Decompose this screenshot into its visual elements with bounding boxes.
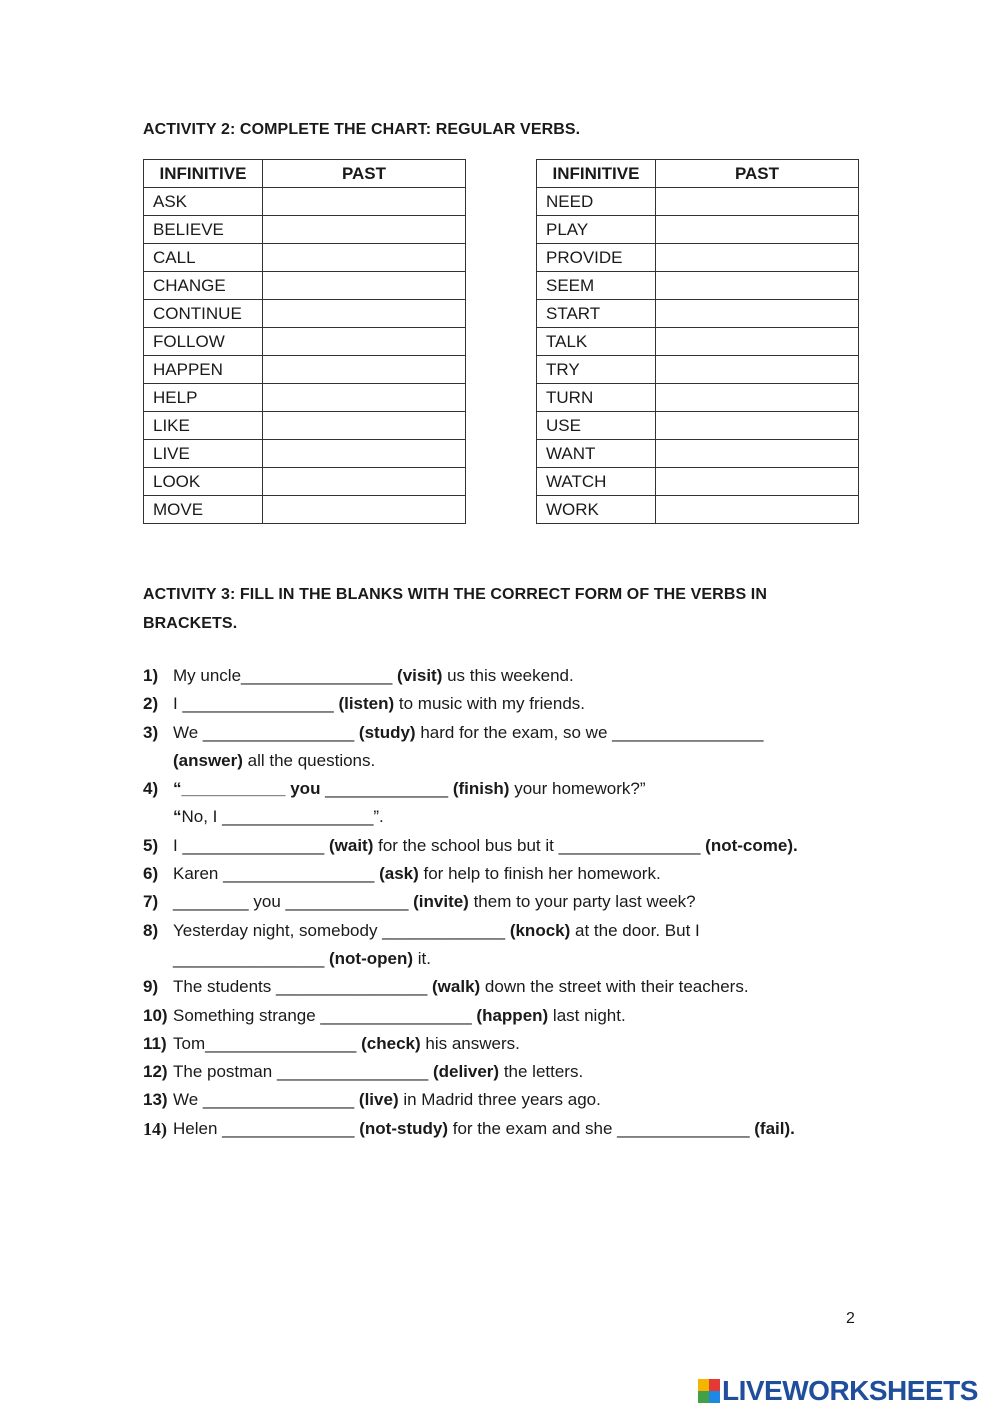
exercise-text[interactable] — [173, 1086, 863, 1114]
sentence-fragment: the letters. — [499, 1062, 584, 1082]
past-answer-cell[interactable] — [656, 496, 859, 524]
sentence-fragment: I ________________ — [173, 694, 339, 714]
verb-row — [144, 244, 466, 272]
sentence-fragment: for the school bus but it _______________ — [373, 835, 706, 855]
exercise-number: 8) — [143, 920, 159, 940]
liveworksheets-logo — [698, 1377, 978, 1405]
exercise-text[interactable] — [143, 747, 863, 775]
exercise-item — [143, 719, 863, 747]
exercise-text[interactable] — [173, 662, 863, 690]
exercise-text[interactable] — [173, 775, 863, 803]
exercise-text[interactable] — [173, 917, 863, 945]
exercise-text[interactable] — [173, 719, 863, 747]
page-number: 2 — [846, 1310, 855, 1327]
exercise-text[interactable] — [173, 1058, 863, 1086]
exercise-item — [143, 662, 863, 690]
past-answer-cell[interactable] — [656, 272, 859, 300]
verb-table-left — [143, 159, 466, 524]
exercise-number: 10) — [143, 1005, 168, 1025]
verb-hint: (happen) — [476, 1005, 549, 1025]
exercise-number: 6) — [143, 864, 159, 884]
exercise-item — [143, 1086, 863, 1114]
verb-row — [537, 244, 859, 272]
exercise-number: 2) — [143, 694, 159, 714]
infinitive-cell: WORK — [537, 496, 656, 524]
verb-hint: “ — [173, 807, 182, 827]
logo-mark-icon — [698, 1379, 720, 1403]
exercise-number: 11) — [143, 1033, 167, 1053]
infinitive-cell: BELIEVE — [144, 216, 263, 244]
exercise-item — [143, 690, 863, 718]
exercise-text[interactable] — [173, 1115, 863, 1143]
sentence-fragment: ________________ — [173, 948, 329, 968]
verb-row — [144, 300, 466, 328]
verb-hint: (deliver) — [432, 1062, 500, 1082]
sentence-fragment: We ________________ — [173, 1090, 359, 1110]
verb-row — [144, 496, 466, 524]
sentence-fragment: Yesterday night, somebody _____________ — [173, 920, 510, 940]
sentence-fragment: in Madrid three years ago. — [398, 1090, 601, 1110]
verb-hint: (not-study) — [359, 1118, 448, 1138]
exercise-number: 9) — [143, 977, 159, 997]
past-answer-cell[interactable] — [656, 412, 859, 440]
sentence-fragment: We ________________ — [173, 722, 359, 742]
past-answer-cell[interactable] — [656, 244, 859, 272]
infinitive-cell: TURN — [537, 384, 656, 412]
verb-row — [537, 272, 859, 300]
exercise-item — [143, 888, 863, 916]
sentence-fragment: Something strange ________________ — [173, 1005, 477, 1025]
exercise-text[interactable] — [173, 690, 863, 718]
verb-hint: (not-come). — [705, 835, 798, 855]
verb-hint: (invite) — [413, 892, 469, 912]
verb-hint: (live) — [358, 1090, 399, 1110]
exercise-item — [143, 1058, 863, 1086]
verb-hint: (wait) — [329, 835, 374, 855]
exercise-number: 4) — [143, 779, 159, 799]
sentence-fragment: No, I ________________”. — [181, 807, 384, 827]
sentence-fragment: his answers. — [420, 1033, 520, 1053]
infinitive-cell: TRY — [537, 356, 656, 384]
verb-row — [144, 356, 466, 384]
past-answer-cell[interactable] — [656, 384, 859, 412]
past-answer-cell[interactable] — [263, 356, 466, 384]
past-answer-cell[interactable] — [656, 440, 859, 468]
verb-row — [537, 468, 859, 496]
exercise-text[interactable] — [173, 1030, 863, 1058]
verb-row — [537, 496, 859, 524]
infinitive-cell: PLAY — [537, 216, 656, 244]
infinitive-cell: LOOK — [144, 468, 263, 496]
verb-row — [537, 384, 859, 412]
past-answer-cell[interactable] — [263, 328, 466, 356]
past-answer-cell[interactable] — [656, 468, 859, 496]
past-answer-cell[interactable] — [263, 468, 466, 496]
sentence-fragment: My uncle________________ — [173, 666, 398, 685]
verb-row — [144, 412, 466, 440]
verb-hint: (ask) — [379, 864, 419, 884]
exercise-text[interactable] — [173, 1002, 863, 1030]
verb-hint: (knock) — [509, 920, 571, 940]
infinitive-cell: START — [537, 300, 656, 328]
sentence-fragment: ________ you _____________ — [173, 892, 414, 912]
exercise-text[interactable] — [173, 860, 863, 888]
sentence-fragment: The students ________________ — [173, 977, 433, 997]
verb-row — [144, 468, 466, 496]
infinitive-cell: CONTINUE — [144, 300, 263, 328]
past-answer-cell[interactable] — [263, 188, 466, 216]
verb-row — [537, 328, 859, 356]
exercise-item — [143, 1115, 863, 1143]
sentence-fragment: Karen ________________ — [173, 864, 380, 884]
sentence-fragment: The postman ________________ — [173, 1062, 433, 1082]
sentence-fragment: all the questions. — [242, 750, 376, 770]
sentence-fragment: at the door. But I — [570, 920, 700, 940]
exercise-number: 5) — [143, 835, 159, 855]
past-answer-cell[interactable] — [656, 356, 859, 384]
past-answer-cell[interactable] — [263, 244, 466, 272]
exercise-item-continuation — [143, 803, 863, 831]
infinitive-cell: NEED — [537, 188, 656, 216]
infinitive-cell: HELP — [144, 384, 263, 412]
infinitive-cell: USE — [537, 412, 656, 440]
past-answer-cell[interactable] — [263, 496, 466, 524]
sentence-fragment: for the exam and she ______________ — [448, 1118, 755, 1138]
infinitive-cell: LIVE — [144, 440, 263, 468]
exercise-number: 7) — [143, 892, 159, 912]
verb-row — [537, 188, 859, 216]
verb-row — [144, 384, 466, 412]
logo-square — [709, 1391, 720, 1403]
exercise-text[interactable] — [173, 832, 863, 860]
exercise-text[interactable] — [143, 803, 863, 831]
infinitive-cell: WATCH — [537, 468, 656, 496]
verb-hint: (study) — [358, 722, 416, 742]
infinitive-cell: LIKE — [144, 412, 263, 440]
sentence-fragment: last night. — [548, 1005, 626, 1025]
logo-square — [698, 1379, 709, 1391]
verb-table-right — [536, 159, 859, 524]
past-answer-cell[interactable] — [263, 384, 466, 412]
verb-hint: (check) — [361, 1033, 421, 1053]
exercise-item — [143, 832, 863, 860]
past-answer-cell[interactable] — [656, 328, 859, 356]
verb-hint: “___________ you — [173, 779, 321, 799]
infinitive-cell: FOLLOW — [144, 328, 263, 356]
exercise-item — [143, 1002, 863, 1030]
exercise-text[interactable] — [173, 973, 863, 1001]
infinitive-cell: PROVIDE — [537, 244, 656, 272]
sentence-fragment: I _______________ — [173, 835, 329, 855]
exercise-item — [143, 973, 863, 1001]
header-infinitive: INFINITIVE — [537, 160, 656, 188]
infinitive-cell: CALL — [144, 244, 263, 272]
logo-text: LIVEWORKSHEETS — [722, 1375, 978, 1406]
sentence-fragment: for help to finish her homework. — [418, 864, 661, 884]
exercise-item — [143, 917, 863, 945]
infinitive-cell: WANT — [537, 440, 656, 468]
activity-3-title: ACTIVITY 3: FILL IN THE BLANKS WITH THE CORRECT FORM OF THE VERBS IN BRACKETS. — [143, 586, 767, 632]
sentence-fragment: hard for the exam, so we ________________ — [415, 722, 764, 742]
exercise-number: 3) — [143, 722, 159, 742]
sentence-fragment: _____________ — [320, 779, 453, 799]
exercise-number: 1) — [143, 666, 159, 685]
sentence-fragment: to music with my friends. — [394, 694, 586, 714]
verb-row — [144, 328, 466, 356]
verb-hint: (listen) — [338, 694, 395, 714]
verb-row — [537, 412, 859, 440]
sentence-fragment: it. — [413, 948, 431, 968]
verb-hint: (walk) — [432, 977, 481, 997]
header-infinitive: INFINITIVE — [144, 160, 263, 188]
verb-row — [537, 216, 859, 244]
verb-row — [537, 300, 859, 328]
exercise-text[interactable] — [173, 888, 863, 916]
verb-row — [144, 272, 466, 300]
verb-hint: (not-open) — [329, 948, 414, 968]
logo-square — [709, 1379, 720, 1391]
verb-hint: (fail). — [754, 1118, 795, 1138]
verb-row — [537, 440, 859, 468]
verb-hint: (finish) — [452, 779, 510, 799]
exercise-list — [143, 662, 863, 1143]
verb-row — [144, 440, 466, 468]
infinitive-cell: MOVE — [144, 496, 263, 524]
exercise-item — [143, 1030, 863, 1058]
exercise-item-continuation — [143, 945, 863, 973]
infinitive-cell: SEEM — [537, 272, 656, 300]
infinitive-cell: TALK — [537, 328, 656, 356]
past-answer-cell[interactable] — [656, 188, 859, 216]
sentence-fragment: us this weekend. — [442, 666, 574, 685]
verb-row — [144, 216, 466, 244]
verb-row — [537, 356, 859, 384]
sentence-fragment: Helen ______________ — [173, 1118, 360, 1138]
past-answer-cell[interactable] — [656, 300, 859, 328]
verb-hint: (answer) — [173, 750, 243, 770]
exercise-item — [143, 860, 863, 888]
activity-2-title: ACTIVITY 2: COMPLETE THE CHART: REGULAR VERBS. — [143, 121, 581, 138]
verb-hint: (visit) — [397, 666, 443, 685]
past-answer-cell[interactable] — [656, 216, 859, 244]
logo-square — [698, 1391, 709, 1403]
past-answer-cell[interactable] — [263, 412, 466, 440]
exercise-item-continuation — [143, 747, 863, 775]
header-past: PAST — [263, 160, 466, 188]
sentence-fragment: down the street with their teachers. — [480, 977, 749, 997]
past-answer-cell[interactable] — [263, 440, 466, 468]
exercise-number: 14) — [143, 1118, 167, 1139]
exercise-item — [143, 775, 863, 803]
past-answer-cell[interactable] — [263, 216, 466, 244]
past-answer-cell[interactable] — [263, 272, 466, 300]
exercise-number: 12) — [143, 1062, 168, 1082]
infinitive-cell: ASK — [144, 188, 263, 216]
exercise-text[interactable] — [143, 945, 863, 973]
infinitive-cell: CHANGE — [144, 272, 263, 300]
verb-row — [144, 188, 466, 216]
exercise-number: 13) — [143, 1090, 168, 1110]
sentence-fragment: your homework?” — [509, 779, 646, 799]
sentence-fragment: Tom________________ — [173, 1033, 362, 1053]
infinitive-cell: HAPPEN — [144, 356, 263, 384]
sentence-fragment: them to your party last week? — [468, 892, 696, 912]
past-answer-cell[interactable] — [263, 300, 466, 328]
header-past: PAST — [656, 160, 859, 188]
